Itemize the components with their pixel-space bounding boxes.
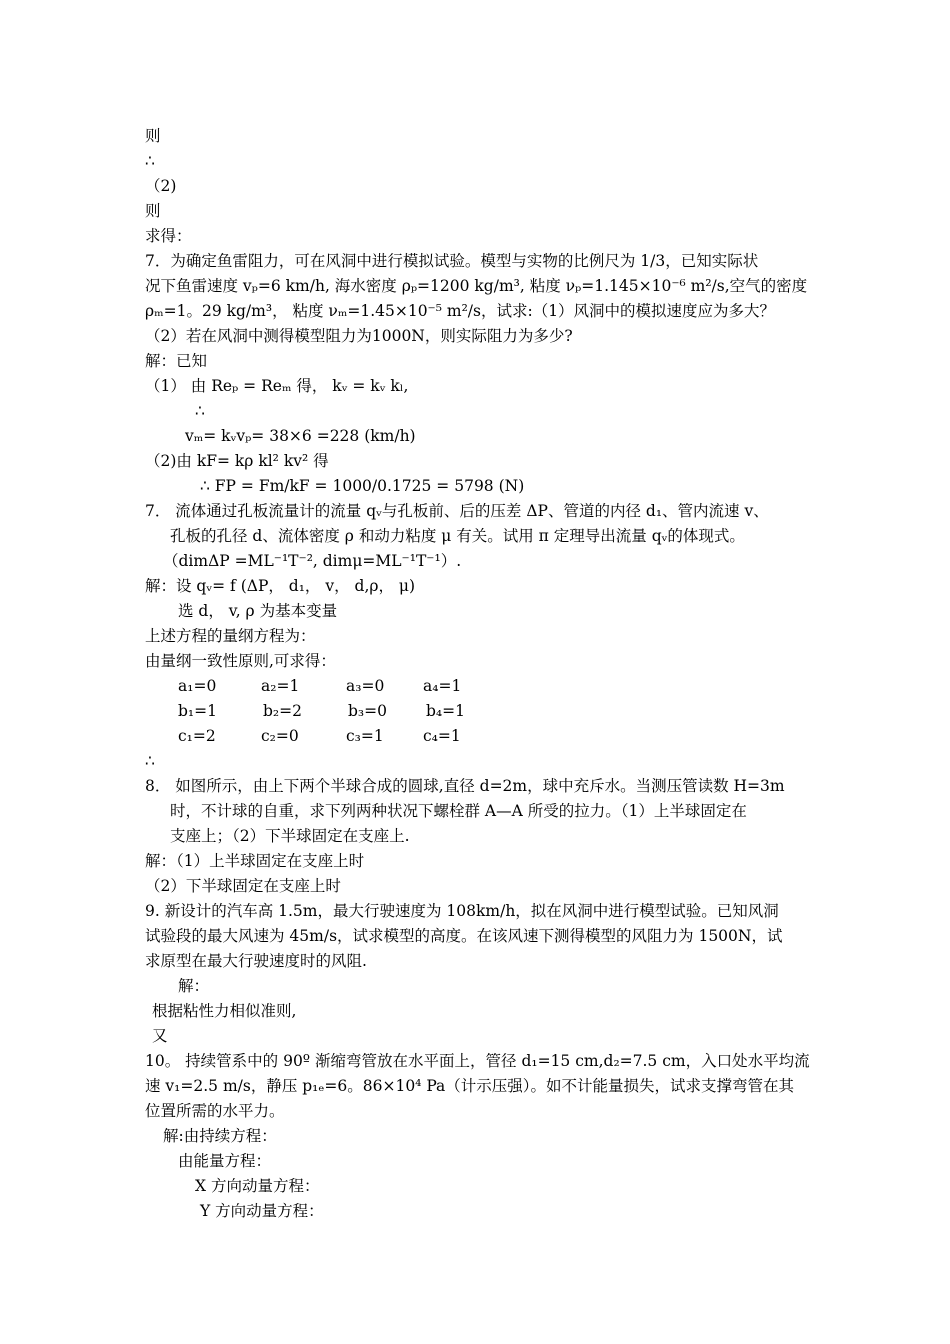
coefficient: b₂=2	[263, 702, 302, 720]
coefficient: c₃=1	[346, 727, 384, 745]
solution-step: 解:由持续方程：	[163, 1127, 277, 1145]
solution-step: ∴ FP = Fm/kF = 1000/0.1725 = 5798 (N)	[200, 477, 525, 495]
solution-step: 由能量方程：	[178, 1152, 272, 1170]
problem-7b-text: （dimΔP =ML⁻¹T⁻², dimμ=ML⁻¹T⁻¹）.	[163, 552, 462, 570]
solution-step: 由量纲一致性原则,可求得：	[145, 652, 336, 670]
therefore-symbol: ∴	[145, 152, 155, 170]
coefficient: a₄=1	[423, 677, 462, 695]
text-line: 则	[145, 202, 161, 220]
solution-label: 解：已知	[145, 352, 208, 370]
solution-step: 上述方程的量纲方程为：	[145, 627, 316, 645]
solution-step: 根据粘性力相似准则,	[152, 1002, 297, 1020]
problem-9-text: 求原型在最大行驶速度时的风阻.	[145, 952, 367, 970]
problem-7-text: ρₘ=1。29 kg/m³， 粘度 νₘ=1.45×10⁻⁵ m²/s，试求:（1）风洞中的模拟速度应为多大？	[145, 302, 776, 320]
coefficient: b₄=1	[426, 702, 465, 720]
coefficient: b₃=0	[348, 702, 387, 720]
problem-10-text: 位置所需的水平力。	[145, 1102, 285, 1120]
problem-10-text: 速 v₁=2.5 m/s，静压 p₁ₑ=6。86×10⁴ Pa（计示压强）。如不计能量损失，试求支撑弯管在其	[145, 1077, 795, 1095]
solution-step: 解：（1）上半球固定在支座上时	[145, 852, 365, 870]
problem-7b-text: 孔板的孔径 d、流体密度 ρ 和动力粘度 μ 有关。试用 π 定理导出流量 qᵥ的体现式。	[170, 527, 745, 545]
coefficient: c₁=2	[178, 727, 216, 745]
problem-8-text: 8． 如图所示，由上下两个半球合成的圆球,直径 d=2m，球中充斥水。当测压管读数 H=3m	[145, 777, 785, 795]
problem-8-text: 时，不计球的自重，求下列两种状况下螺栓群 A—A 所受的拉力。（1）上半球固定在	[170, 802, 747, 820]
coefficient: a₂=1	[261, 677, 300, 695]
solution-step: （1） 由 Reₚ = Reₘ 得， kᵥ = kᵥ kₗ,	[145, 377, 409, 395]
text-line: 求得：	[145, 227, 192, 245]
coefficient: c₄=1	[423, 727, 461, 745]
problem-10-text: 10。 持续管系中的 90º 渐缩弯管放在水平面上，管径 d₁=15 cm,d₂=7.5 cm，入口处水平均流	[145, 1052, 810, 1070]
solution-step: Y 方向动量方程：	[200, 1202, 324, 1220]
coefficient: c₂=0	[261, 727, 299, 745]
problem-7-text: 况下鱼雷速度 vₚ=6 km/h, 海水密度 ρₚ=1200 kg/m³, 粘度 νₚ=1.145×10⁻⁶ m²/s,空气的密度	[145, 277, 808, 295]
coefficient: a₃=0	[346, 677, 385, 695]
solution-step: 解：设 qᵥ= f (ΔP， d₁， v， d,ρ， μ)	[145, 577, 416, 595]
problem-7-text: （2）若在风洞中测得模型阻力为1000N，则实际阻力为多少?	[145, 327, 573, 345]
problem-9-text: 试验段的最大风速为 45m/s，试求模型的高度。在该风速下测得模型的风阻力为 1500N，试	[145, 927, 783, 945]
therefore-symbol: ∴	[195, 402, 205, 420]
text-line: 则	[145, 127, 161, 145]
solution-step: （2)由 kF= kρ kl² kv² 得	[145, 452, 329, 470]
problem-7b-text: 7． 流体通过孔板流量计的流量 qᵥ与孔板前、后的压差 ΔP、管道的内径 d₁、管内流速 v、	[145, 502, 769, 520]
text-line: （2)	[145, 177, 177, 195]
solution-step: X 方向动量方程：	[195, 1177, 320, 1195]
solution-step: 选 d， v, ρ 为基本变量	[178, 602, 338, 620]
problem-9-text: 9. 新设计的汽车高 1.5m，最大行驶速度为 108km/h，拟在风洞中进行模型试验。已知风洞	[145, 902, 779, 920]
therefore-symbol: ∴	[145, 752, 155, 770]
solution-step: 又	[152, 1027, 168, 1045]
coefficient: a₁=0	[178, 677, 217, 695]
solution-label: 解：	[178, 977, 210, 995]
problem-7-text: 7．为确定鱼雷阻力，可在风洞中进行模拟试验。模型与实物的比例尺为 1/3，已知实际状	[145, 252, 759, 270]
coefficient: b₁=1	[178, 702, 217, 720]
problem-8-text: 支座上；（2）下半球固定在支座上.	[170, 827, 410, 845]
solution-step: （2）下半球固定在支座上时	[145, 877, 341, 895]
solution-step: vₘ= kᵥvₚ= 38×6 =228 (km/h)	[185, 427, 416, 445]
